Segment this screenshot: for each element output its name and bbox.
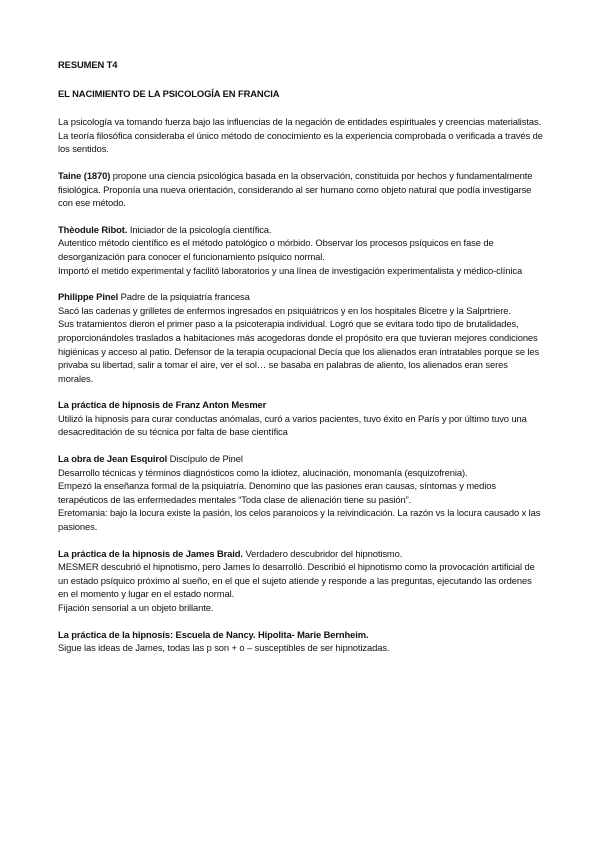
section-heading: La obra de Jean Esquirol [58, 453, 168, 465]
section-mesmer [58, 398, 544, 439]
section-heading: La práctica de la hipnosis de James Braid. [58, 547, 243, 559]
intro-paragraph: La psicología va tomando fuerza bajo las influencias de la negación de entidades espirituales y creencias materialistas. La teoría filosófica consideraba el único método de conocimiento es la experiencia comprobada o verificada a través de los sentidos. [58, 116, 543, 155]
section-heading: La práctica de la hipnosis: Escuela de Nancy. Hipolita- Marie Bernheim. [58, 628, 369, 640]
section-paragraph [58, 452, 544, 466]
section-text: Sigue las ideas de James, todas las p son + o – susceptibles de ser hipnotizadas. [58, 642, 390, 654]
section-heading: La práctica de hipnosis de Franz Anton Mesmer [58, 399, 267, 411]
section-paragraph [58, 547, 544, 561]
section-esquirol [58, 452, 544, 534]
section-taine [58, 169, 544, 210]
section-nancy [58, 628, 544, 655]
section-text: Autentico método científico es el método patológico o mórbido. Observar los procesos psíquicos en fase de desorganización para conocer el funcionamiento psíquico normal. [58, 237, 494, 262]
section-text: Empezó la enseñanza formal de la psiquiatría. Denomino que las pasiones eran causas, síntomas y medios terapéuticos de las enfermedades mentales “Toda clase de alienación tiene su pasión”. [58, 480, 496, 505]
summary-label: RESUMEN T4 [58, 59, 118, 70]
section-text: Eretomania: bajo la locura existe la pasión, los celos paranoicos y la reivindicación. La razón vs la locura causado x las pasiones. [58, 507, 541, 533]
section-text: Sacó las cadenas y grilletes de enfermos ingresados en psiquiátricos y en los hospitales Bicetre y la Salprtriere. [58, 304, 511, 316]
section-text: Fijación sensorial a un objeto brillante. [58, 602, 214, 613]
section-heading: Philippe Pinel [58, 291, 119, 303]
section-text: Discípulo de Pinel [167, 453, 243, 465]
section-text: MESMER descubrió el hipnotismo, pero James lo desarrolló. Describió el hipnotismo como la provocación artificial de un estado psíquico próximo al sueño, en el que el sujeto atiende y responde a las preguntas, ejecutando las ordenes en el momento y lugar en el estado normal. [58, 561, 535, 600]
document-title: EL NACIMIENTO DE LA PSICOLOGÍA EN FRANCIA [58, 87, 280, 99]
section-paragraph [58, 169, 544, 210]
section-text: Utilizó la hipnosis para curar conductas anómalas, curó a varios pacientes, tuvo éxito en París y por último tuvo una desacreditación de su técnica por falta de base científica [58, 412, 527, 438]
section-heading: Thèodule Ribot. [58, 223, 128, 235]
section-text: Sus tratamientos dieron el primer paso a la psicoterapia individual. Logró que se evitara todo tipo de brutalidades, proporcionándoles traslados a habitaciones más acogedoras donde el propósito era que tuvieran mejores condiciones higiénicas y acceso al patio. Defensor de la terapia ocupacional Decía que los alienados eran intratables porque se les privaba su libertad, salir a tomar el aire, ver el sol… se basaba en palabras de aliento, los alienados eran seres morales. [58, 318, 540, 384]
document-body [58, 58, 544, 655]
section-text: Padre de la psiquiatría francesa [118, 291, 250, 303]
section-paragraph [58, 223, 544, 237]
section-ribot [58, 223, 544, 277]
section-paragraph [58, 290, 544, 304]
section-text: Desarrollo técnicas y términos diagnósticos como la idiotez, alucinación, monomanía (esquizofrenia). [58, 466, 468, 478]
section-text: propone una ciencia psicológica basada en la observación, constituida por hechos y fundamentalmente fisiológica. Proponía una nueva orientación, considerando al ser humano como objeto natural que podía investigarse con ese método. [58, 169, 533, 209]
section-text: Iniciador de la psicología científica. [127, 223, 272, 235]
section-pinel [58, 290, 544, 385]
section-heading: Taine (1870) [58, 169, 111, 181]
section-text: Importó el metido experimental y facilitó laboratorios y una línea de investigación experimentalista y médico-clínica [58, 264, 523, 276]
section-text: Verdadero descubridor del hipnotismo. [242, 547, 403, 559]
section-braid [58, 547, 544, 615]
